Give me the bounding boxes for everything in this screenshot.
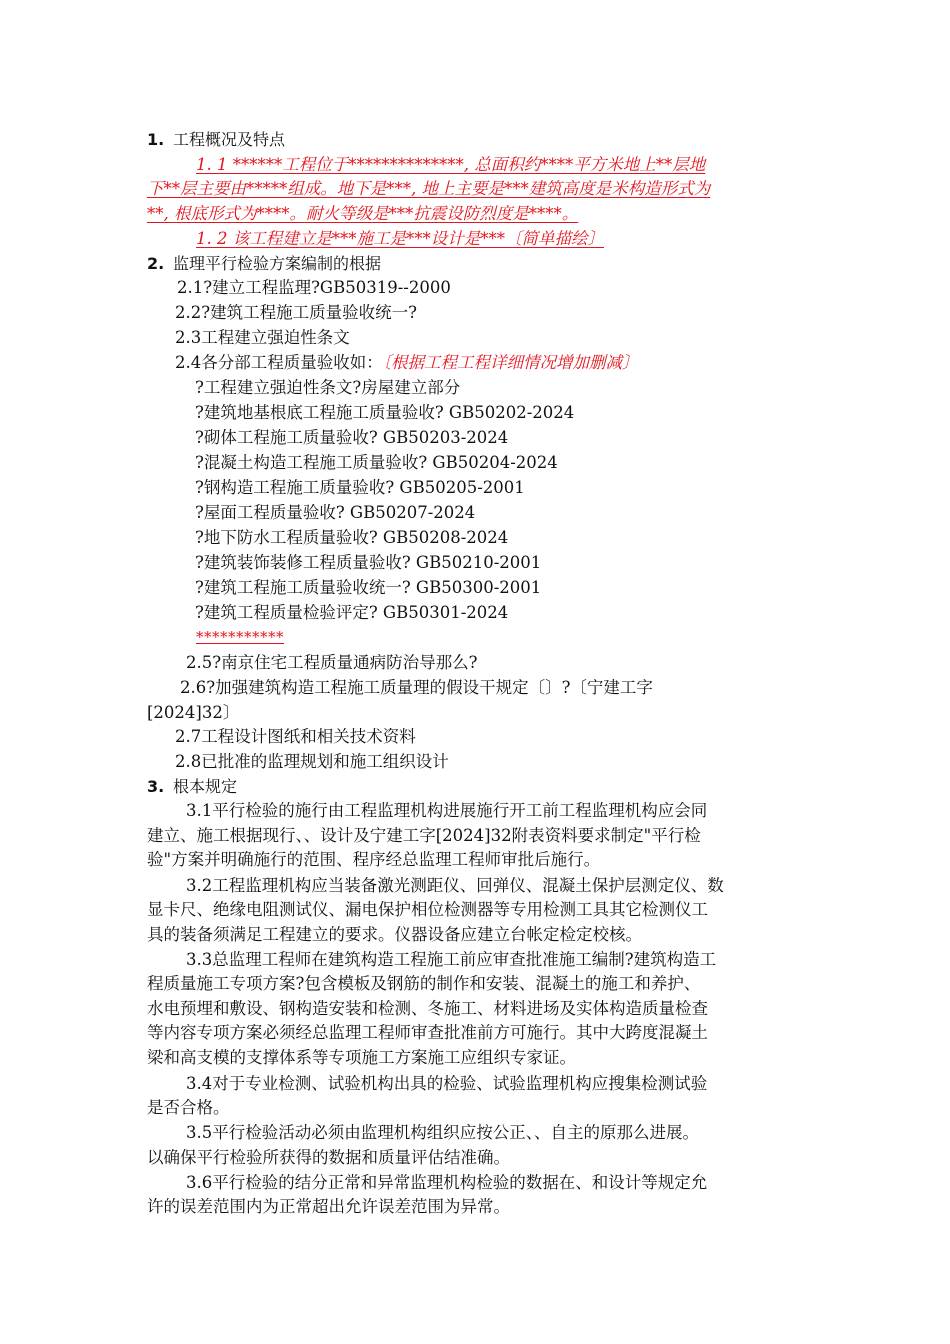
paragraph-3-2-line: 具的装备须满足工程建立的要求。仪器设备应建立台帐定检定校核。 xyxy=(147,925,642,944)
section-number: 2. xyxy=(147,254,165,273)
item-2-6-line-1: 2.6?加强建筑构造工程施工质量理的假设干规定〔〕?〔宁建工字 xyxy=(180,678,653,697)
paragraph-3-6-line: 3.6平行检验的结分正常和异常监理机构检验的数据在、和设计等规定允 xyxy=(186,1173,708,1192)
paragraph-3-1-line: 验"方案并明确施行的范围、程序经总监理工程师审批后施行。 xyxy=(147,850,601,869)
standard-list-item: ?地下防水工程质量验收? GB50208-2024 xyxy=(195,528,509,547)
section-1-1-line-3: **, 根底形式为****。耐火等级是***抗震设防烈度是****。 xyxy=(147,204,579,223)
section-1-2: 1. 2 该工程建立是***施工是***设计是***〔简单描绘〕 xyxy=(196,229,604,248)
section-3-heading xyxy=(147,774,237,799)
section-title: 根本规定 xyxy=(173,777,238,796)
item-2-4 xyxy=(175,350,639,375)
paragraph-3-6-line: 许的误差范围内为正常超出允许误差范围为异常。 xyxy=(147,1197,510,1216)
paragraph-3-3-line: 等内容专项方案必须经总监理工程师审查批准前方可施行。其中大跨度混凝土 xyxy=(147,1023,708,1042)
paragraph-3-2-line: 显卡尺、绝缘电阻测试仪、漏电保护相位检测器等专用检测工具其它检测仪工 xyxy=(147,900,708,919)
paragraph-3-4-line: 3.4对于专业检测、试验机构出具的检验、试验监理机构应搜集检测试验 xyxy=(186,1074,708,1093)
paragraph-3-5-line: 3.5平行检验活动必须由监理机构组织应按公正、、自主的原那么进展。 xyxy=(186,1123,699,1142)
item-2-4-text: 2.4各分部工程质量验收如： xyxy=(175,353,383,372)
section-1-heading xyxy=(147,127,285,152)
paragraph-3-1-line: 建立、施工根据现行、、设计及宁建工字[2024]32附表资料要求制定"平行检 xyxy=(147,826,701,845)
section-2-heading xyxy=(147,251,381,276)
paragraph-3-3-line: 程质量施工专项方案?包含模板及钢筋的制作和安装、混凝土的施工和养护、 xyxy=(147,974,701,993)
item-2-2: 2.2?建筑工程施工质量验收统一? xyxy=(175,303,417,322)
standard-list-item: ?建筑地基根底工程施工质量验收? GB50202-2024 xyxy=(195,403,575,422)
section-1-1-line-1: 1. 1 ******工程位于**************, 总面积约****平方米地上**层地 xyxy=(196,155,706,174)
section-1-1-line-2: 下**层主要由*****组成。地下是***, 地上主要是***建筑高度是米构造形式为 xyxy=(147,179,711,198)
item-2-5: 2.5?南京住宅工程质量通病防治导那么? xyxy=(186,653,478,672)
item-2-3: 2.3工程建立强迫性条文 xyxy=(175,328,350,347)
item-2-6-line-2: [2024]32〕 xyxy=(147,703,240,722)
paragraph-3-2-line: 3.2工程监理机构应当装备激光测距仪、回弹仪、混凝土保护层测定仪、数 xyxy=(186,876,724,895)
standard-list-item: ?钢构造工程施工质量验收? GB50205-2001 xyxy=(195,478,525,497)
section-number: 1. xyxy=(147,130,165,149)
item-2-7: 2.7工程设计图纸和相关技术资料 xyxy=(175,727,416,746)
standard-list-item: ?建筑工程施工质量验收统一? GB50300-2001 xyxy=(195,578,542,597)
paragraph-3-3-line: 3.3总监理工程师在建筑构造工程施工前应审查批准施工编制?建筑构造工 xyxy=(186,950,717,969)
item-2-4-note: 〔根据工程工程详细情况增加删减〕 xyxy=(382,353,639,372)
standard-list-item: ?屋面工程质量验收? GB50207-2024 xyxy=(195,503,476,522)
item-2-8: 2.8已批准的监理规划和施工组织设计 xyxy=(175,752,449,771)
section-title: 工程概况及特点 xyxy=(173,130,286,149)
standard-list-item: ?建筑装饰装修工程质量验收? GB50210-2001 xyxy=(195,553,542,572)
section-number: 3. xyxy=(147,777,165,796)
paragraph-3-1-line: 3.1平行检验的施行由工程监理机构进展施行开工前工程监理机构应会同 xyxy=(186,801,708,820)
paragraph-3-3-line: 梁和高支模的支撑体系等专项施工方案施工应组织专家证。 xyxy=(147,1048,576,1067)
standard-list-item: ?建筑工程质量检验评定? GB50301-2024 xyxy=(195,603,509,622)
item-2-1: 2.1?建立工程监理?GB50319--2000 xyxy=(177,278,451,297)
paragraph-3-4-line: 是否合格。 xyxy=(147,1098,230,1117)
standard-list-item: ?砌体工程施工质量验收? GB50203-2024 xyxy=(195,428,509,447)
section-title: 监理平行检验方案编制的根据 xyxy=(173,254,382,273)
paragraph-3-3-line: 水电预埋和敷设、钢构造安装和检测、冬施工、材料进场及实体构造质量检查 xyxy=(147,999,708,1018)
standard-list-item: ?工程建立强迫性条文?房屋建立部分 xyxy=(195,378,461,397)
standard-list-item: ?混凝土构造工程施工质量验收? GB50204-2024 xyxy=(195,453,558,472)
placeholder-stars: *********** xyxy=(196,628,284,646)
paragraph-3-5-line: 以确保平行检验所获得的数据和质量评估结准确。 xyxy=(147,1148,510,1167)
